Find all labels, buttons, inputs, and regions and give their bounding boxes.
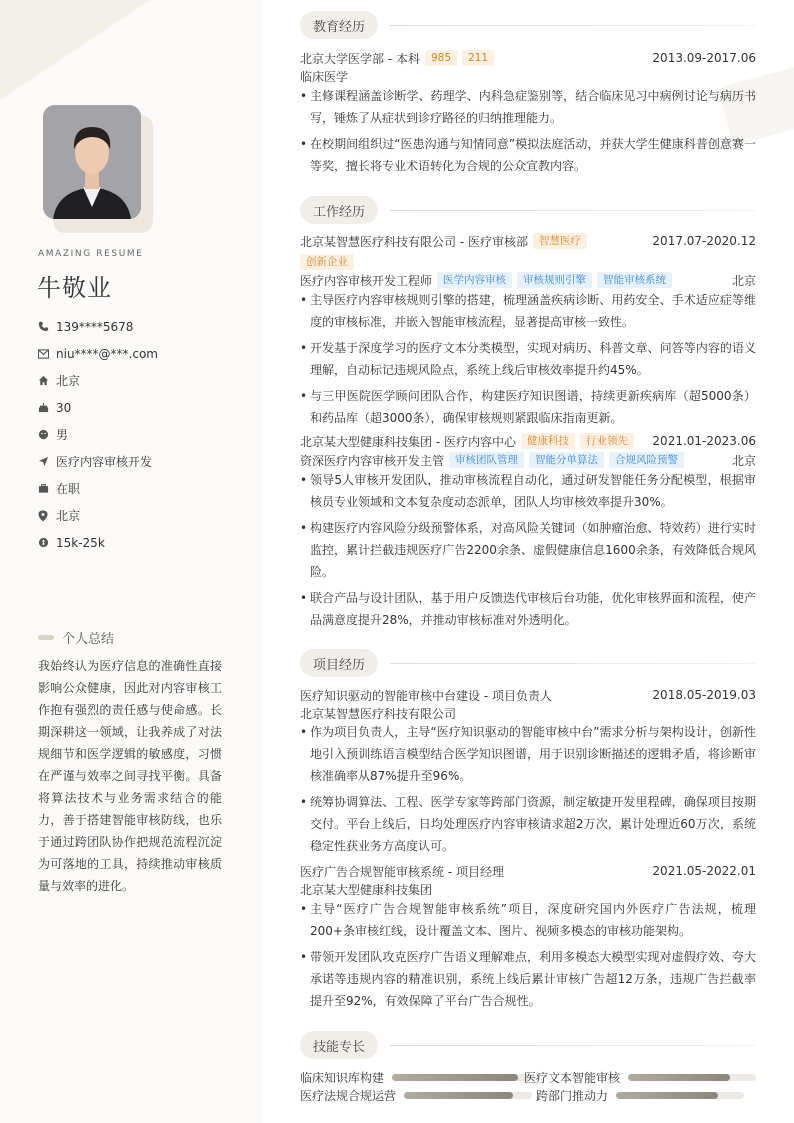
skill-bar	[628, 1074, 756, 1081]
job-date: 2017.07-2020.12	[652, 234, 756, 248]
job-tag: 行业领先	[580, 433, 634, 449]
job-bullets	[300, 469, 756, 631]
skill-name: 医疗法规合规运营	[300, 1088, 397, 1103]
skill-name: 临床知识库构建	[300, 1070, 385, 1085]
info-gender: 男	[38, 421, 158, 448]
list-item: • 主导医疗内容审核规则引擎的搭建，梳理涵盖疾病诊断、用药安全、手术适应症等维度的审核标准，并嵌入智能审核流程，显著提高审核一致性。	[300, 289, 756, 333]
info-home: 北京	[38, 367, 158, 394]
job-tag: 智慧医疗	[533, 233, 587, 249]
section-work-header	[300, 196, 756, 224]
corner-decoration	[0, 0, 150, 100]
info-email: niu****@***.com	[38, 340, 158, 367]
list-item: • 构建医疗内容风险分级预警体系，对高风险关键词（如肿瘤治愈、特效药）进行实时监控，累计拦截违规医疗广告2200余条、虚假健康信息1600余条，有效降低合规风险。	[300, 517, 756, 583]
summary-title: 个人总结	[38, 628, 114, 647]
skill-tag: 审核团队管理	[449, 452, 524, 468]
list-item: • 与三甲医院医学顾问团队合作，构建医疗知识图谱，持续更新疾病库（超5000条）和药品库（超3000条），确保审核规则紧跟临床指南更新。	[300, 385, 756, 429]
list-item: • 统筹协调算法、工程、医学专家等跨部门资源，制定敏捷开发里程碑，确保项目按期交付。平台上线后，日均处理医疗内容审核请求超2万次，累计处理近60万次，系统稳定性获业务方高度认可。	[300, 791, 756, 857]
salary-icon	[38, 537, 56, 548]
info-status: 在职	[38, 475, 158, 502]
cake-icon	[38, 402, 56, 413]
job-city: 北京	[731, 273, 756, 288]
job-city: 北京	[731, 453, 756, 468]
job-header-row	[300, 432, 756, 450]
education-major: 临床医学	[300, 69, 349, 84]
project-date: 2018.05-2019.03	[652, 688, 756, 702]
info-phone: 139****5678	[38, 313, 158, 340]
info-target-job: 医疗内容审核开发	[38, 448, 158, 475]
section-skills-header	[300, 1031, 756, 1059]
project-header-row	[300, 862, 756, 880]
list-item: • 带领开发团队攻克医疗广告语义理解难点，利用多模态大模型实现对虚假疗效、夸大承诺等违规内容的精准识别，系统上线后累计审核广告超12万条，违规广告拦截率提升至92%，有效保障了平台广告合规性。	[300, 946, 756, 1012]
skill-tag: 智能分单算法	[529, 452, 604, 468]
section-education-header	[300, 11, 756, 39]
project-bullets	[300, 898, 756, 1012]
location-icon	[38, 510, 56, 522]
skill-bar	[616, 1092, 744, 1099]
skill-bar	[392, 1074, 532, 1081]
skill-name: 跨部门推动力	[536, 1088, 609, 1103]
project-company: 北京某大型健康科技集团	[300, 882, 433, 897]
job-date: 2021.01-2023.06	[652, 434, 756, 448]
education-major-row	[300, 67, 756, 85]
job-tag: 健康科技	[521, 433, 575, 449]
job-tag: 创新企业	[300, 254, 354, 270]
education-date: 2013.09-2017.06	[652, 51, 756, 65]
section-title: 工作经历	[300, 196, 378, 224]
skill-tag: 合规风险预警	[609, 452, 684, 468]
list-item: • 领导5人审核开发团队，推动审核流程自动化，通过研发智能任务分配模型，根据审核员专业领域和文本复杂度动态派单，团队人均审核效率提升30%。	[300, 469, 756, 513]
project-company: 北京某智慧医疗科技有限公司	[300, 706, 457, 721]
resume-label: AMAZING RESUME	[38, 249, 144, 259]
skills-row	[300, 1068, 756, 1086]
list-item: • 开发基于深度学习的医疗文本分类模型，实现对病历、科普文章、问答等内容的语义理解，自动标记违规风险点，系统上线后审核效率提升约45%。	[300, 337, 756, 381]
skill-tag: 医学内容审核	[437, 272, 512, 288]
list-item: • 在校期间组织过“医患沟通与知情同意”模拟法庭活动，并获大学生健康科普创意赛一等奖，擅长将专业术语转化为合规的公众宣教内容。	[300, 133, 756, 177]
list-item: • 主修课程涵盖诊断学、药理学、内科急症鉴别等，结合临床见习中病例讨论与病历书写，锤炼了从症状到诊疗路径的归纳推理能力。	[300, 85, 756, 129]
info-age: 30	[38, 394, 158, 421]
job-position-row	[300, 271, 756, 289]
job-company: 北京某智慧医疗科技有限公司 - 医疗审核部	[300, 234, 528, 249]
education-header-row	[300, 49, 756, 67]
section-title: 项目经历	[300, 649, 378, 677]
job-position-row	[300, 451, 756, 469]
project-date: 2021.05-2022.01	[652, 864, 756, 878]
job-tag-row	[295, 253, 751, 271]
phone-icon	[38, 321, 56, 332]
education-tag: 985	[425, 50, 457, 66]
skill-name: 医疗文本智能审核	[524, 1070, 621, 1085]
briefcase-icon	[38, 483, 56, 494]
avatar	[43, 105, 141, 219]
education-tag: 211	[462, 50, 494, 66]
skill-bar	[404, 1092, 532, 1099]
job-header-row	[300, 232, 756, 250]
project-name: 医疗知识驱动的智能审核中台建设 - 项目负责人	[300, 688, 552, 703]
home-icon	[38, 375, 56, 386]
section-projects-header	[300, 649, 756, 677]
job-position: 医疗内容审核开发工程师	[300, 273, 433, 288]
gender-icon	[38, 429, 56, 440]
skill-item	[536, 1086, 744, 1104]
sidebar	[0, 0, 263, 1123]
job-position: 资深医疗内容审核开发主管	[300, 453, 445, 468]
project-bullets	[300, 721, 756, 857]
send-icon	[38, 456, 56, 467]
education-bullets	[300, 85, 756, 177]
project-company-row	[300, 880, 756, 898]
project-header-row	[300, 686, 756, 704]
list-item: • 联合产品与设计团队，基于用户反馈迭代审核后台功能，优化审核界面和流程，使产品满意度提升28%，并推动审核标准对外透明化。	[300, 587, 756, 631]
education-school: 北京大学医学部 - 本科	[300, 51, 420, 66]
contact-info-list	[38, 313, 158, 556]
project-name: 医疗广告合规智能审核系统 - 项目经理	[300, 864, 504, 879]
project-company-row	[300, 704, 756, 722]
list-item: • 主导“医疗广告合规智能审核系统”项目，深度研究国内外医疗广告法规，梳理200+条审核红线，设计覆盖文本、图片、视频多模态的审核功能架构。	[300, 898, 756, 942]
job-company: 北京某大型健康科技集团 - 医疗内容中心	[300, 434, 516, 449]
skill-tag: 智能审核系统	[597, 272, 672, 288]
skill-item	[524, 1068, 756, 1086]
skill-item	[300, 1068, 532, 1086]
job-bullets	[300, 289, 756, 429]
person-name: 牛敬业	[37, 274, 112, 302]
section-title: 教育经历	[300, 11, 378, 39]
info-location: 北京	[38, 502, 158, 529]
skill-item	[300, 1086, 532, 1104]
section-title: 技能专长	[300, 1031, 378, 1059]
email-icon	[38, 349, 56, 359]
skills-row	[300, 1086, 756, 1104]
skill-tag: 审核规则引擎	[517, 272, 592, 288]
summary-text: 我始终认为医疗信息的准确性直接影响公众健康，因此对内容审核工作抱有强烈的责任感与使命感。长期深耕这一领域，让我养成了对法规细节和医学逻辑的敏感度，习惯在严谨与效率之间寻找平衡。具备将算法技术与业务需求结合的能力，善于搭建智能审核防线，也乐于通过跨团队协作把规范流程沉淀为可落地的工具，持续推动审核质量与效率的进化。	[38, 659, 222, 893]
info-salary: 15k-25k	[38, 529, 158, 556]
list-item: • 作为项目负责人，主导“医疗知识驱动的智能审核中台”需求分析与架构设计，创新性地引入预训练语言模型结合医学知识图谱，用于识别诊断描述的逻辑矛盾，将诊断审核准确率从87%提升至96%。	[300, 721, 756, 787]
